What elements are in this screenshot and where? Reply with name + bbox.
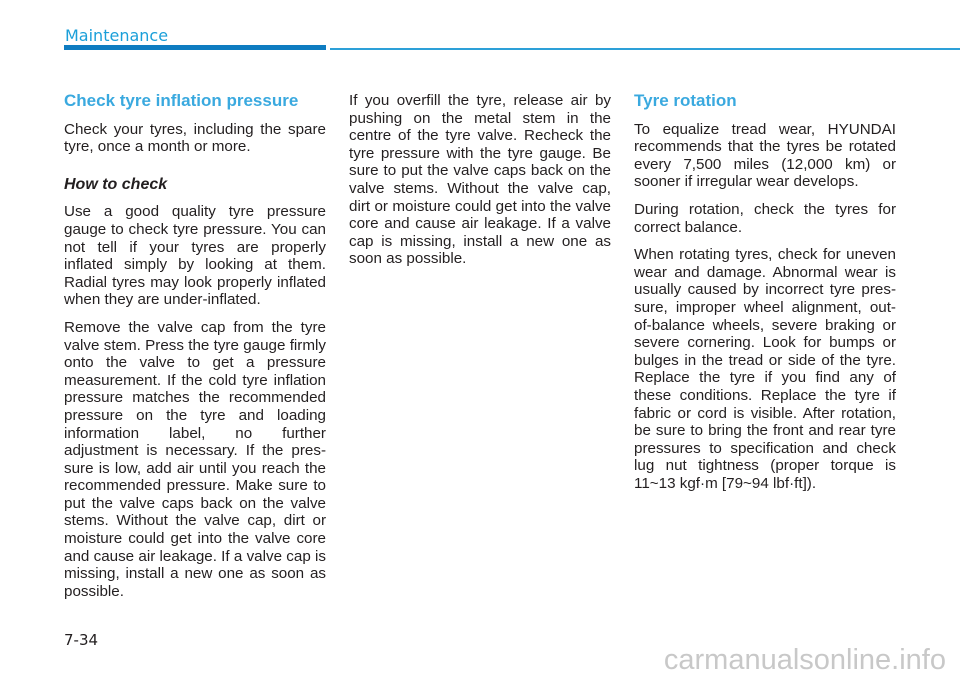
column-middle	[349, 92, 611, 278]
paragraph-intro: Check your tyres, including the spare tyre, once a month or more.	[64, 120, 326, 156]
paragraph-rotation-interval: To equalize tread wear, HYUNDAI recommends that the tyres be rotated every 7,500 miles (12,000 km) or sooner if irregular wear develops.	[634, 120, 896, 191]
paragraph-overfill: If you overfill the tyre, release air by pushing on the metal stem in the centre of the tyre valve. Recheck the tyre pressure with the tyre gauge. Be sure to put the valve caps back on the valve stems. Without the valve cap, dirt or moisture could get into the valve core and cause air leakage. If a valve cap is missing, install a new one as soon as possible.	[349, 92, 611, 268]
subheading-how-to-check: How to check	[64, 175, 168, 193]
heading-check-tyre-inflation: Check tyre inflation pressure	[64, 91, 299, 110]
header-rule-thin	[330, 48, 960, 50]
section-label: Maintenance	[65, 26, 169, 45]
watermark: carmanualsonline.info	[663, 644, 946, 676]
paragraph-balance: During rotation, check the tyres for correct balance.	[634, 200, 896, 236]
paragraph-uneven-wear: When rotating tyres, check for uneven wear and damage. Abnormal wear is usually caused by incorrect tyre pressure, improper wheel alignment, out-of-balance wheels, severe braking or severe cornering. Look for bumps or bulges in the tread or side of the tyre. Replace the tyre if you find any of these conditions. Replace the tyre if fabric or cord is visible. After rotation, be sure to bring the front and rear tyre pressures to specification and check lug nut tightness (proper torque is 11~13 kgf·m [79~94 lbf·ft]).	[634, 246, 896, 492]
header-rule-thick	[64, 45, 326, 50]
column-right	[634, 92, 896, 502]
column-left	[64, 92, 326, 610]
heading-tyre-rotation: Tyre rotation	[634, 91, 737, 110]
page-number: 7-34	[64, 631, 99, 649]
paragraph-gauge: Use a good quality tyre pressure gauge to check tyre pressure. You can not tell if your tyres are properly inflated simply by looking at them. Radial tyres may look properly inflated when they are under-inflated.	[64, 203, 326, 309]
paragraph-remove-cap: Remove the valve cap from the tyre valve stem. Press the tyre gauge firmly onto the valve to get a pressure measurement. If the cold tyre inflation pressure matches the recommended pressure on the tyre and loading information label, no further adjustment is necessary. If the pressure is low, add air until you reach the recommended pressure. Make sure to put the valve caps back on the valve stems. Without the valve cap, dirt or moisture could get into the valve core and cause air leakage. If a valve cap is missing, install a new one as soon as possible.	[64, 318, 326, 600]
